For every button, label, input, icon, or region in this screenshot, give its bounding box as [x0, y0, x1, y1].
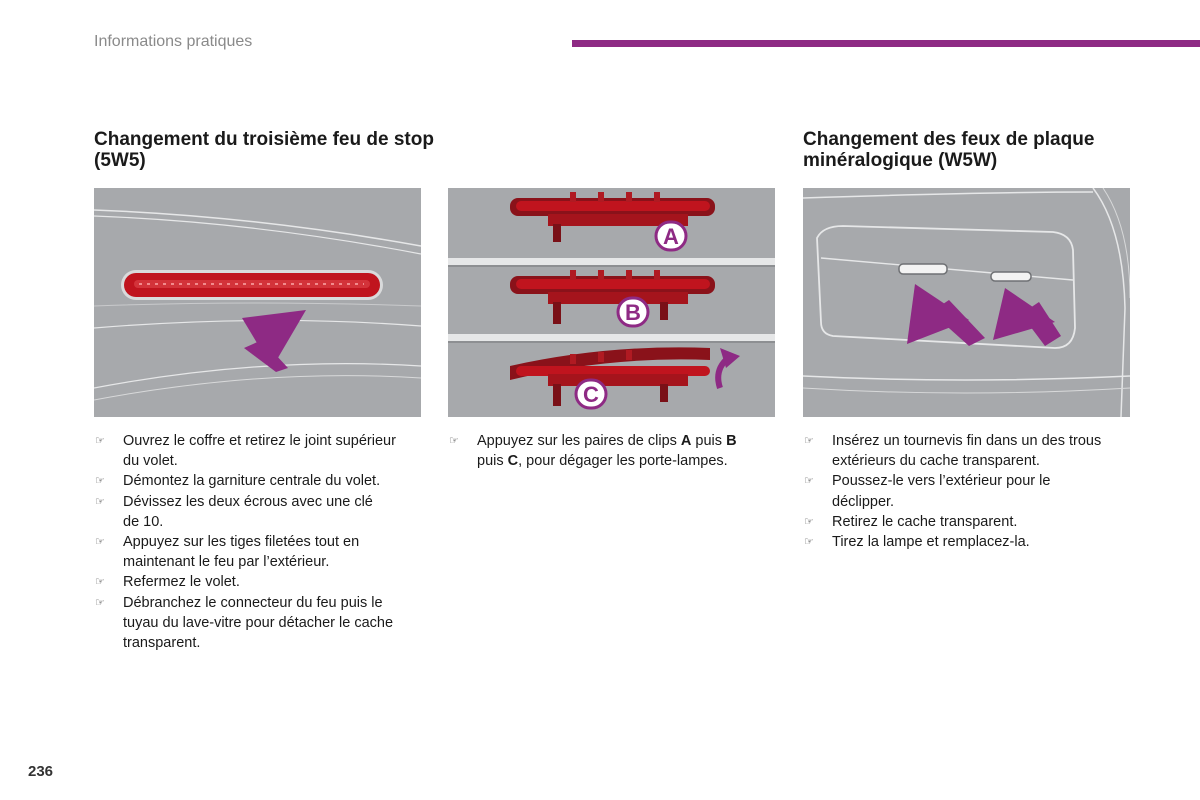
pointing-hand-icon: ☞	[95, 596, 105, 609]
section-title: Informations pratiques	[94, 33, 253, 50]
pointing-hand-icon: ☞	[95, 495, 105, 508]
heading-line: minéralogique (W5W)	[803, 150, 998, 171]
steps-lamp-holder	[448, 431, 778, 471]
heading-line: (5W5)	[94, 150, 146, 171]
brake-light-illustration	[94, 188, 421, 417]
list-item: ☞ Appuyez sur les tiges filetées tout en maintenant le feu par l’extérieur.	[95, 534, 360, 571]
pointing-hand-icon: ☞	[804, 515, 814, 528]
list-item: ☞ Débranchez le connecteur du feu puis le tuyau du lave-vitre pour détacher le cache transparent.	[95, 594, 394, 652]
photo-license-plate-lights	[803, 188, 1130, 417]
license-plate-illustration	[803, 188, 1130, 417]
label-c-badge	[576, 380, 606, 408]
header-accent-bar	[572, 40, 1200, 47]
list-item: ☞ Tirez la lampe et remplacez-la.	[803, 532, 1143, 552]
list-item: ☞ Poussez-le vers l’extérieur pour le déclipper.	[804, 473, 1051, 510]
pointing-hand-icon: ☞	[95, 435, 105, 447]
heading-line: Changement du troisième feu de stop	[94, 129, 434, 150]
page-number: 236	[28, 763, 54, 780]
lamp-holder-illustration	[448, 188, 775, 417]
list-item: ☞ Ouvrez le coffre et retirez le joint supérieur du volet.	[95, 433, 396, 470]
photo-third-brake-light	[94, 188, 421, 417]
list-item: ☞ Refermez le volet.	[94, 572, 424, 592]
list-item: ☞ Retirez le cache transparent.	[803, 512, 1143, 532]
pointing-hand-icon: ☞	[95, 576, 105, 589]
label-a: A	[663, 224, 679, 249]
pointing-hand-icon: ☞	[804, 536, 814, 549]
steps-license-plate-lights	[803, 431, 1143, 552]
label-c: C	[583, 382, 599, 407]
photo-lamp-holder-clips	[448, 188, 775, 417]
pointing-hand-icon: ☞	[804, 435, 814, 447]
label-a-badge	[656, 222, 686, 250]
list-item: ☞ Insérez un tournevis fin dans un des trous extérieurs du cache transparent.	[804, 433, 1102, 470]
pointing-hand-icon: ☞	[804, 475, 814, 488]
pointing-hand-icon: ☞	[449, 435, 459, 447]
pointing-hand-icon: ☞	[95, 536, 105, 549]
heading-line: Changement des feux de plaque	[803, 129, 1095, 150]
list-item: ☞ Appuyez sur les paires de clips A puis B puis C, pour dégager les porte-lampes.	[449, 433, 737, 470]
heading-license-plate-lights	[803, 129, 1094, 171]
steps-third-brake-light	[94, 431, 424, 653]
heading-third-brake-light	[94, 129, 434, 171]
label-b: B	[625, 300, 641, 325]
pointing-hand-icon: ☞	[95, 475, 105, 488]
label-b-badge	[618, 298, 648, 326]
list-item: ☞ Dévissez les deux écrous avec une clé de 10.	[95, 493, 373, 530]
list-item: ☞ Démontez la garniture centrale du volet.	[94, 471, 424, 491]
